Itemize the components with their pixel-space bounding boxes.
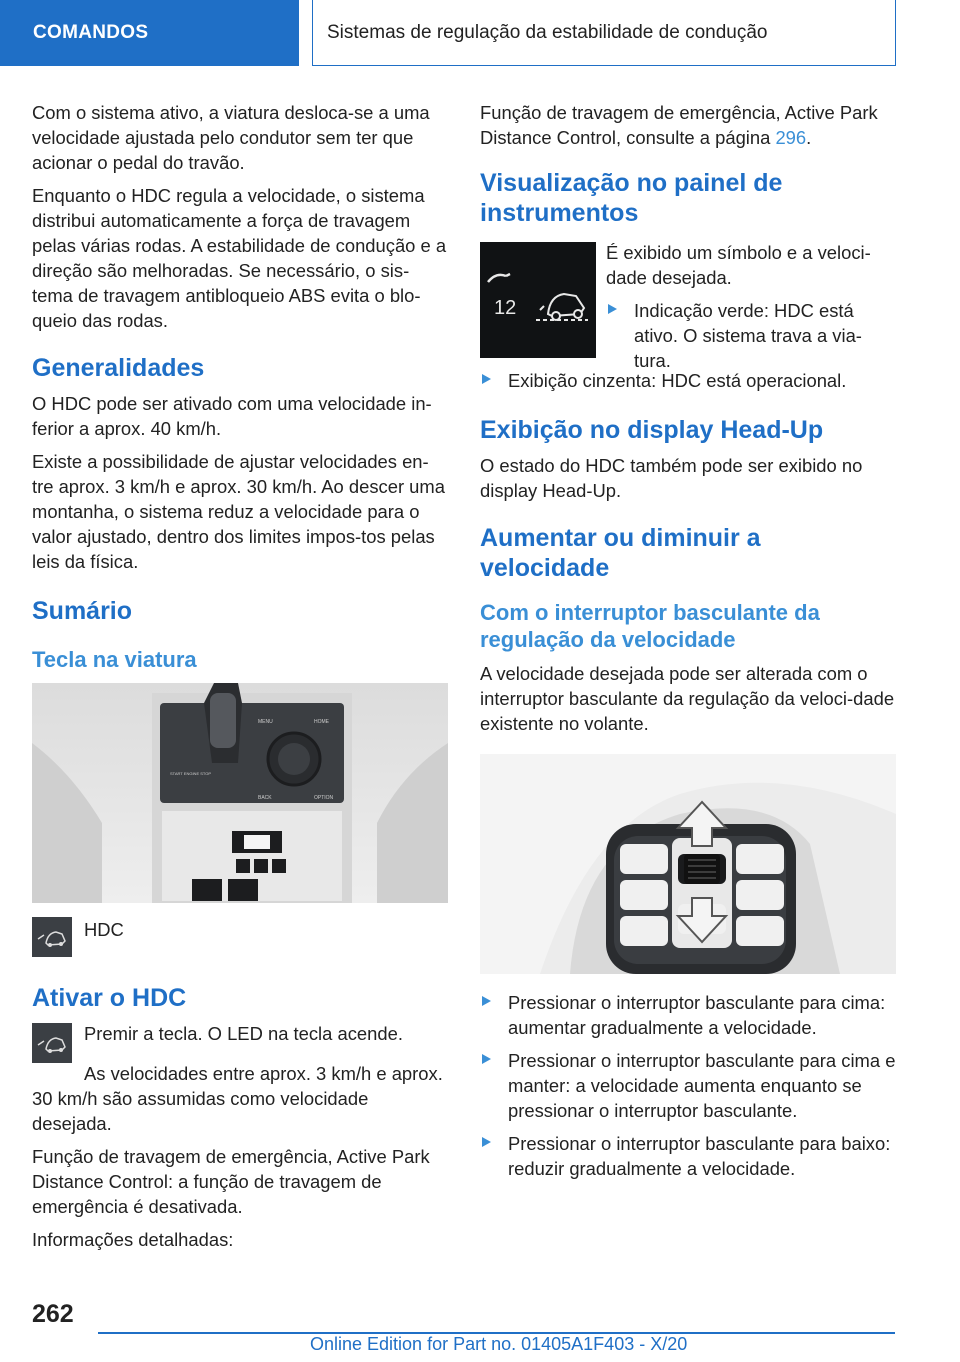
paragraph: Premir a tecla. O LED na tecla acende.	[84, 1023, 403, 1044]
list-item-text: Pressionar o interruptor basculante para cima e manter: a velocidade aumenta enquanto se pressionar o interruptor basculante.	[508, 1050, 896, 1121]
list-item	[480, 1048, 896, 1123]
console-home-label: HOME	[314, 719, 329, 725]
console-start-label: START ENGINE STOP	[170, 771, 212, 776]
page-footer	[0, 1290, 960, 1362]
cluster-image	[480, 242, 596, 358]
console-option-label: OPTION	[314, 795, 334, 801]
paragraph: As velocidades entre aprox. 3 km/h e aprox. 30 km/h são assumidas como velocidade desejada.	[32, 1063, 443, 1134]
hdc-icon	[32, 1023, 72, 1063]
chapter-title: Sistemas de regulação da estabilidade de condução	[312, 0, 896, 66]
bullet-marker-icon	[606, 298, 634, 373]
paragraph: Enquanto o HDC regula a velocidade, o sistema distribui automaticamente a força de travagem pelas várias rodas. A estabilidade de condução e a direção são melhoradas. Se necessário, o sis-tema de travagem antibloqueio ABS evita o blo-queio das rodas.	[32, 185, 447, 331]
list-item	[480, 1131, 896, 1181]
paragraph: Existe a possibilidade de ajustar velocidades en-tre aprox. 3 km/h e aprox. 30 km/h. Ao descer uma montanha, o sistema reduz a velocidade para o valor ajustado, dentro dos limites impos-tos pelas leis da física.	[32, 451, 445, 572]
paragraph: O HDC pode ser ativado com uma velocidade in-ferior a aprox. 40 km/h.	[32, 393, 432, 439]
hdc-icon	[32, 917, 72, 957]
left-column	[32, 100, 448, 1260]
console-menu-label: MENU	[258, 719, 273, 725]
bullet-marker-icon	[480, 1131, 508, 1181]
console-back-label: BACK	[258, 795, 272, 801]
hdc-key-row	[32, 917, 448, 957]
list-item-text: Indicação verde: HDC está ativo. O sistema trava a via-tura.	[634, 300, 862, 371]
heading-key-in-vehicle: Tecla na viatura	[32, 647, 197, 672]
console-illustration	[32, 683, 448, 903]
paragraph: Com o sistema ativo, a viatura desloca-se a uma velocidade ajustada pelo condutor sem ter que acionar o pedal do travão.	[32, 102, 430, 173]
center-console-image	[32, 683, 448, 903]
page-link[interactable]: 296	[775, 127, 807, 148]
list-item-text: Exibição cinzenta: HDC está operacional.	[508, 370, 847, 391]
right-column	[480, 100, 896, 1189]
bullet-marker-icon	[480, 990, 508, 1040]
paragraph: Informações detalhadas:	[32, 1229, 234, 1250]
text-span: Função de travagem de emergência, Active Park Distance Control, consulte a página	[480, 102, 878, 148]
paragraph: É exibido um símbolo e a veloci-dade desejada.	[606, 242, 871, 288]
heading-adjust-speed: Aumentar ou diminuir a velocidade	[480, 524, 761, 582]
paragraph	[480, 100, 896, 150]
heading-activate-hdc: Ativar o HDC	[32, 984, 187, 1012]
heading-general: Generalidades	[32, 354, 205, 382]
section-tab: COMANDOS	[0, 0, 299, 66]
text-span: .	[806, 127, 812, 148]
hdc-label: HDC	[84, 919, 124, 940]
bullet-marker-icon	[480, 368, 508, 393]
list-item	[480, 990, 896, 1040]
rocker-list	[480, 990, 896, 1181]
page-header	[0, 0, 960, 66]
list-item	[606, 298, 896, 373]
heading-summary: Sumário	[32, 597, 133, 625]
bullet-marker-icon	[480, 1048, 508, 1123]
list-item-text: Pressionar o interruptor basculante para cima: aumentar gradualmente a velocidade.	[508, 992, 886, 1038]
list-item-text: Pressionar o interruptor basculante para baixo: reduzir gradualmente a velocidade.	[508, 1133, 891, 1179]
activate-row	[32, 1021, 448, 1063]
cluster-speed-value: 12	[494, 297, 517, 319]
paragraph: Função de travagem de emergência, Active Park Distance Control: a função de travagem de emergência é desativada.	[32, 1146, 430, 1217]
edition-text: Online Edition for Part no. 01405A1F403 - X/20	[310, 1334, 688, 1354]
heading-rocker-switch: Com o interruptor basculante da regulação da velocidade	[480, 600, 820, 652]
steering-wheel-image	[480, 754, 896, 974]
heading-head-up: Exibição no display Head-Up	[480, 416, 824, 444]
cluster-block	[480, 240, 896, 371]
paragraph: A velocidade desejada pode ser alterada com o interruptor basculante da regulação da veloci-dade existente no volante.	[480, 663, 895, 734]
paragraph: O estado do HDC também pode ser exibido no display Head-Up.	[480, 455, 863, 501]
page-number: 262	[32, 1300, 74, 1328]
heading-cluster-display: Visualização no painel de instrumentos	[480, 169, 783, 227]
cluster-text	[606, 240, 896, 381]
